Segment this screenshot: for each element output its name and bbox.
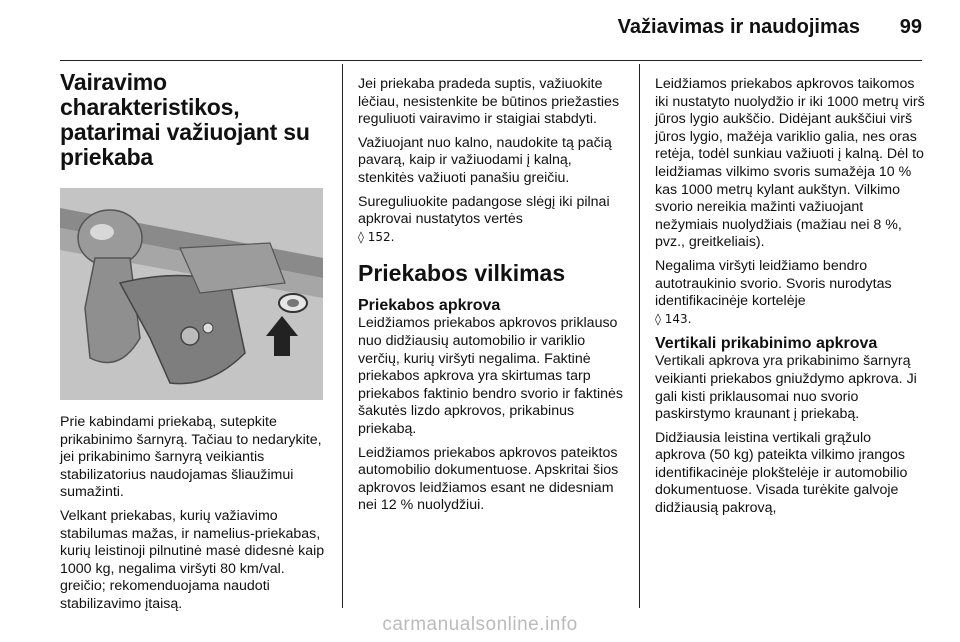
paragraph-trailer-sway: Jei priekaba pradeda suptis, važiuokite lėčiau, nesistenkite be būtinos priežasties reguliuoti vairavimo ir staigiai stabdyti. — [358, 76, 620, 128]
subheading-trailer-load: Priekabos apkrova — [358, 297, 501, 315]
page-number: 99 — [899, 16, 922, 38]
watermark: carmanualsonline.info — [382, 614, 578, 635]
running-header-title: Važiavimas ir naudojimas — [617, 16, 860, 38]
subheading-vertical-load: Vertikali prikabinimo apkrova — [655, 335, 878, 353]
tyre-pressure-text: Sureguliuokite padangose slėgį iki pilnai apkrovai nustatytos vertės — [358, 193, 610, 228]
paragraph-altitude: Leidžiamos priekabos apkrovos taikomos iki nustatyto nuolydžio ir iki 1000 metrų virš jūros lygio aukščio. Didėjant aukščiui virš jūros lygio, mažėja variklio galia, nes oras retėja, todėl sunkiau važiuoti į kalną. Dėl to leidžiamas vilkimo svoris sumažėja 10 % kas 1000 metrų kylant aukštyn. Vilkimo svorio nereikia mažinti važiuojant nežymiais nuolydžiais (mažiau nei 8 %, pvz., greitkeliais). — [655, 76, 925, 251]
paragraph-lubricate-hitch: Prie kabindami priekabą, sutepkite prikabinimo šarnyrą. Tačiau to nedarykite, jei prikabinimo šarnyrą veikiantis stabilizatorius naudojamas šliaužimui sumažinti. — [60, 414, 322, 501]
column-1 — [60, 70, 330, 620]
gross-weight-text: Negalima viršyti leidžiamo bendro autotraukinio svorio. Svoris nurodytas identifikacinėje kortelėje — [655, 257, 892, 310]
column-divider-2 — [639, 64, 640, 608]
paragraph-speed-limit: Velkant priekabas, kurių važiavimo stabilumas mažas, ir namelius-priekabas, kurių leistinoji pilnutinė masė didesnė kaip 1000 kg, negalima viršyti 80 km/val. greičio; rekomenduojama naudoti stabilizavimo įtaisą. — [60, 507, 325, 612]
paragraph-max-vertical-load: Didžiausia leistina vertikali grąžulo apkrova (50 kg) pateikta vilkimo įrangos identifikacinėje plokštelėje ir automobilio dokumentuose. Visada turėkite galvoje didžiausią pakrovą, — [655, 429, 908, 517]
page-reference-152[interactable]: ◊ 152. — [358, 229, 395, 244]
paragraph-trailer-load: Leidžiamos priekabos apkrovos priklauso nuo didžiausių automobilio ir variklio verčių, kurių viršyti negalima. Faktinė priekabos apkrova yra skirtumas tarp priekabos faktinio bendro svorio ir faktinės šakutės lizdo apkrovos, prikabinus priekabą. — [358, 315, 623, 437]
column-3 — [655, 76, 925, 524]
header-divider — [60, 60, 922, 61]
section-heading-towing: Priekabos vilkimas — [358, 260, 566, 287]
column-2 — [358, 76, 630, 521]
column-divider-1 — [342, 64, 343, 608]
paragraph-downhill-gear: Važiuojant nuo kalno, naudokite tą pačią pavarą, kaip ir važiuodami į kalną, stenkitės važiuoti panašiu greičiu. — [358, 134, 612, 186]
paragraph-vertical-load: Vertikali apkrova yra prikabinimo šarnyrą veikianti priekabos gniuždymo apkrova. Ji gali kisti priklausomai nuo svorio paskirstymo kraunant į priekabą. — [655, 353, 917, 423]
towbar-illustration — [60, 188, 323, 400]
paragraph-tyre-pressure — [358, 194, 630, 247]
towbar-drawing — [60, 188, 323, 400]
paragraph-gross-weight — [655, 258, 925, 328]
page-reference-143[interactable]: ◊ 143. — [655, 311, 692, 326]
section-heading-driving-tips: Vairavimo charakteristikos, patarimai važiuojant su priekaba — [60, 69, 310, 170]
paragraph-load-documents: Leidžiamos priekabos apkrovos pateiktos automobilio dokumentuose. Apskritai šios apkrovos leidžiamos esant ne didesniam nei 12 % nuolydžiui. — [358, 444, 619, 514]
